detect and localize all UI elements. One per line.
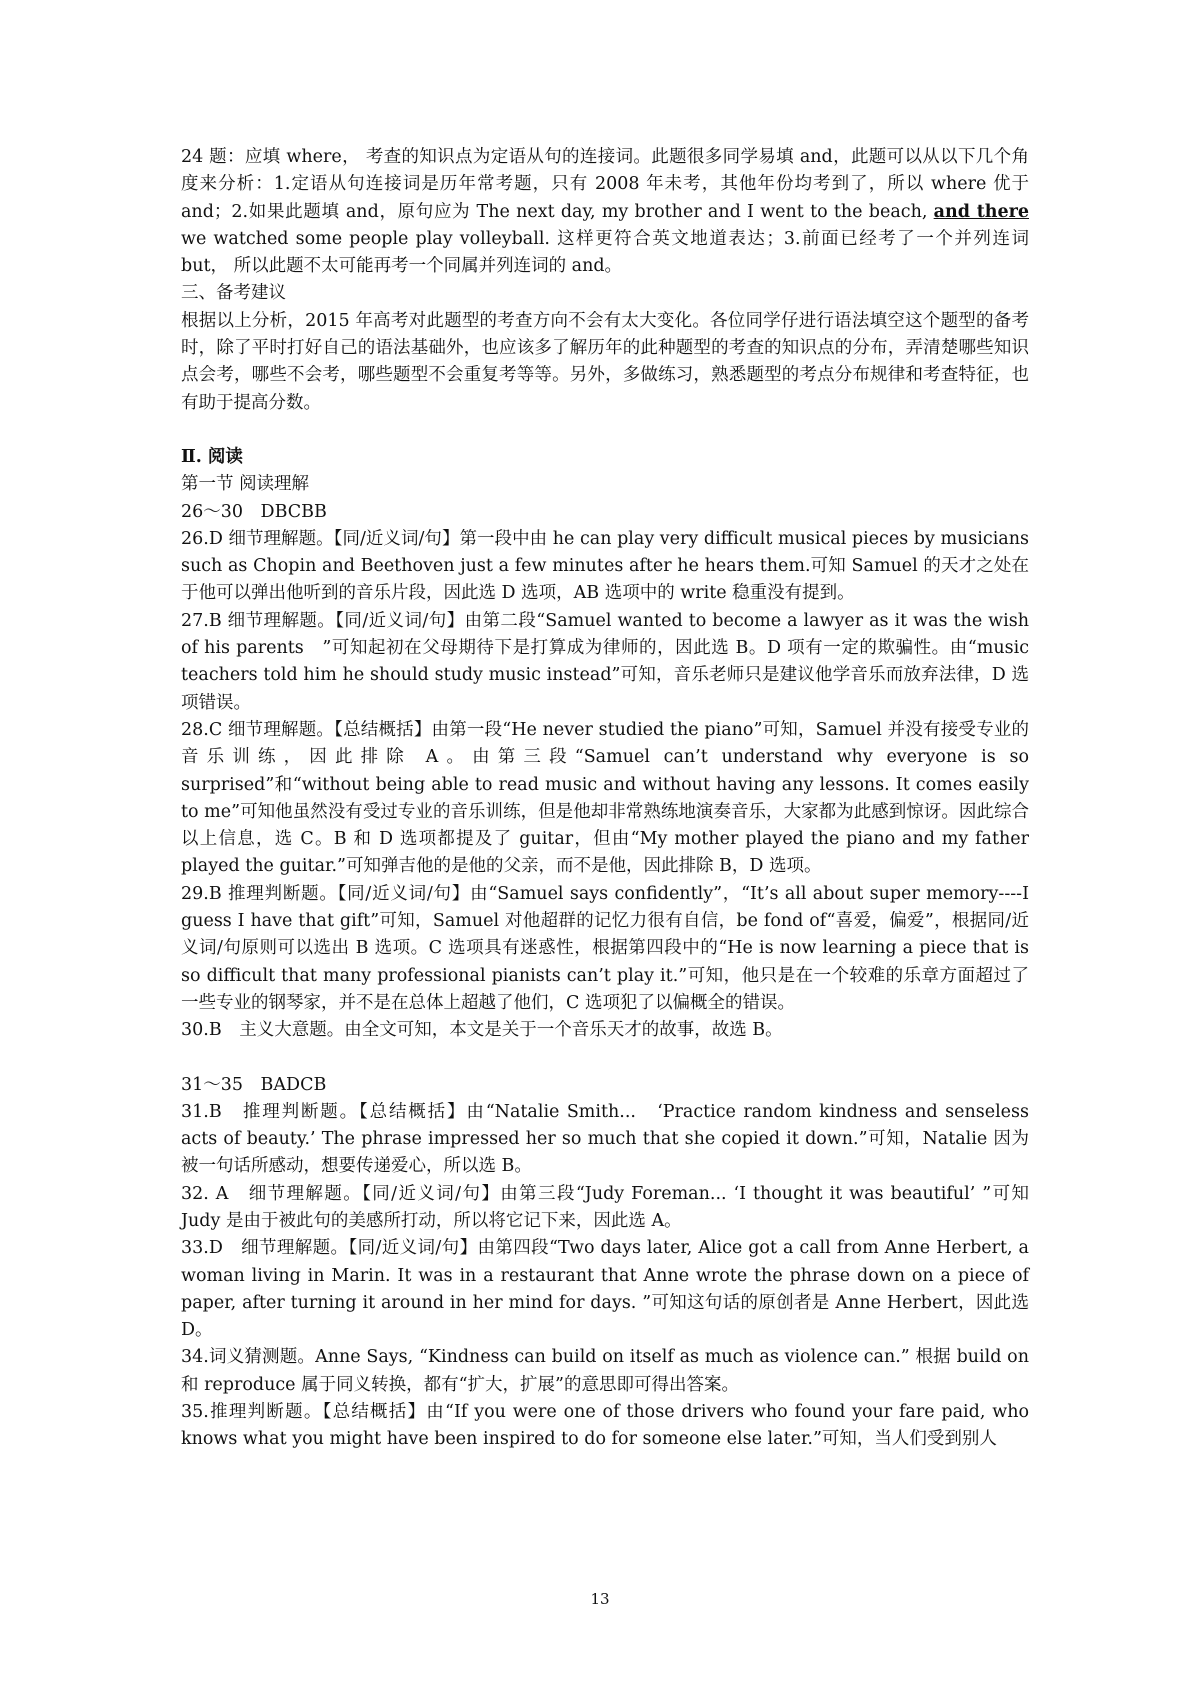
explanation-q31: 31.B 推理判断题。【总结概括】由“Natalie Smith... ‘Practice random kindness and senseless acts of beauty.’ The phrase impressed her so much that she copied it down.”可知，Natalie 因为被一句话所感动，想要传递爱心，所以选 B。	[181, 1101, 1029, 1177]
explanation-q34: 34.词义猜测题。Anne Says, “Kindness can build on itself as much as violence can.” 根据 build on 和 reproduce 属于同义转换，都有“扩大，扩展”的意思即可得出答案。	[181, 1347, 1029, 1395]
q24-underlined-phrase: and there	[933, 201, 1029, 222]
section-heading-advice: 三、备考建议	[181, 283, 286, 304]
q24-text-b: we watched some people play volleyball. 这样更符合英文地道表达；3.前面已经考了一个并列连词 but， 所以此题不太可能再考一个同属并列连词的 and。	[181, 228, 1029, 277]
spacer	[181, 417, 1029, 444]
paragraph-advice: 根据以上分析，2015 年高考对此题型的考查方向不会有太大变化。各位同学仔进行语法填空这个题型的备考时，除了平时打好自己的语法基础外，也应该多了解历年的此种题型的考查的知识点的分布，弄清楚哪些知识点会考，哪些不会考，哪些题型不会重复考等等。另外，多做练习，熟悉题型的考点分布规律和考查特征，也有助于提高分数。	[181, 310, 1029, 413]
explanation-q33: 33.D 细节理解题。【同/近义词/句】由第四段“Two days later, Alice got a call from Anne Herbert, a woman living in Marin. It was in a restaurant that Anne wrote the phrase down on a piece of paper, after turning it around in her mind for days. ”可知这句话的原创者是 Anne Herbert，因此选 D。	[181, 1238, 1029, 1341]
section-heading-reading: Ⅱ. 阅读	[181, 446, 243, 467]
explanation-q29: 29.B 推理判断题。【同/近义词/句】由“Samuel says confidently”，“It’s all about super memory----I guess I have that gift”可知，Samuel 对他超群的记忆力很有自信，be fond of“喜爱，偏爱”，根据同/近义词/句原则可以选出 B 选项。C 选项具有迷惑性，根据第四段中的“He is now learning a piece that is so difficult that many professional pianists can’t play it.”可知，他只是在一个较难的乐章方面超过了一些专业的钢琴家，并不是在总体上超越了他们，C 选项犯了以偏概全的错误。	[181, 883, 1029, 1013]
explanation-q28: 28.C 细节理解题。【总结概括】由第一段“He never studied the piano”可知，Samuel 并没有接受专业的音乐训练，因此排除 A。由第三段“Samuel can’t understand why everyone is so surprised”和“without being able to read music and without having any lessons. It comes easily to me”可知他虽然没有受过专业的音乐训练，但是他却非常熟练地演奏音乐，大家都为此感到惊讶。因此综合以上信息，选 C。B 和 D 选项都提及了 guitar，但由“My mother played the piano and my father played the guitar.”可知弹吉他的是他的父亲，而不是他，因此排除 B，D 选项。	[181, 719, 1029, 877]
explanation-q32: 32. A 细节理解题。【同/近义词/句】由第三段“Judy Foreman... ‘I thought it was beautiful’ ”可知 Judy 是由于被此句的美感所打动，所以将它记下来，因此选 A。	[181, 1183, 1029, 1231]
answer-range-26-30: 26～30 DBCBB	[181, 501, 327, 522]
paragraph-q24	[181, 144, 1029, 280]
answer-range-31-35: 31～35 BADCB	[181, 1074, 327, 1095]
spacer	[181, 1045, 1029, 1072]
explanation-q26: 26.D 细节理解题。【同/近义词/句】第一段中由 he can play very difficult musical pieces by musicians such as Chopin and Beethoven just a few minutes after he hears them.可知 Samuel 的天才之处在于他可以弹出他听到的音乐片段，因此选 D 选项，AB 选项中的 write 稳重没有提到。	[181, 528, 1029, 604]
subheading-reading-comprehension: 第一节 阅读理解	[181, 474, 310, 495]
explanation-q27: 27.B 细节理解题。【同/近义词/句】由第二段“Samuel wanted to become a lawyer as it was the wish of his parents ”可知起初在父母期待下是打算成为律师的，因此选 B。D 项有一定的欺骗性。由“music teachers told him he should study music instead”可知，音乐老师只是建议他学音乐而放弃法律，D 选项错误。	[181, 610, 1029, 713]
explanation-q30: 30.B 主义大意题。由全文可知，本文是关于一个音乐天才的故事，故选 B。	[181, 1020, 783, 1041]
explanation-q35: 35.推理判断题。【总结概括】由“If you were one of those drivers who found your fare paid, who knows what you might have been inspired to do for someone else later.”可知，当人们受到别人	[181, 1402, 1029, 1450]
page-number: 13	[590, 1590, 610, 1608]
q24-text-a: 24 题：应填 where， 考查的知识点为定语从句的连接词。此题很多同学易填 and，此题可以从以下几个角度来分析：1.定语从句连接词是历年常考题，只有 2008 年未考，其他年份均考到了，所以 where 优于 and；2.如果此题填 and，原句应为 The next day, my brother and I went to the beach,	[181, 147, 1029, 222]
document-body	[181, 144, 1029, 1454]
